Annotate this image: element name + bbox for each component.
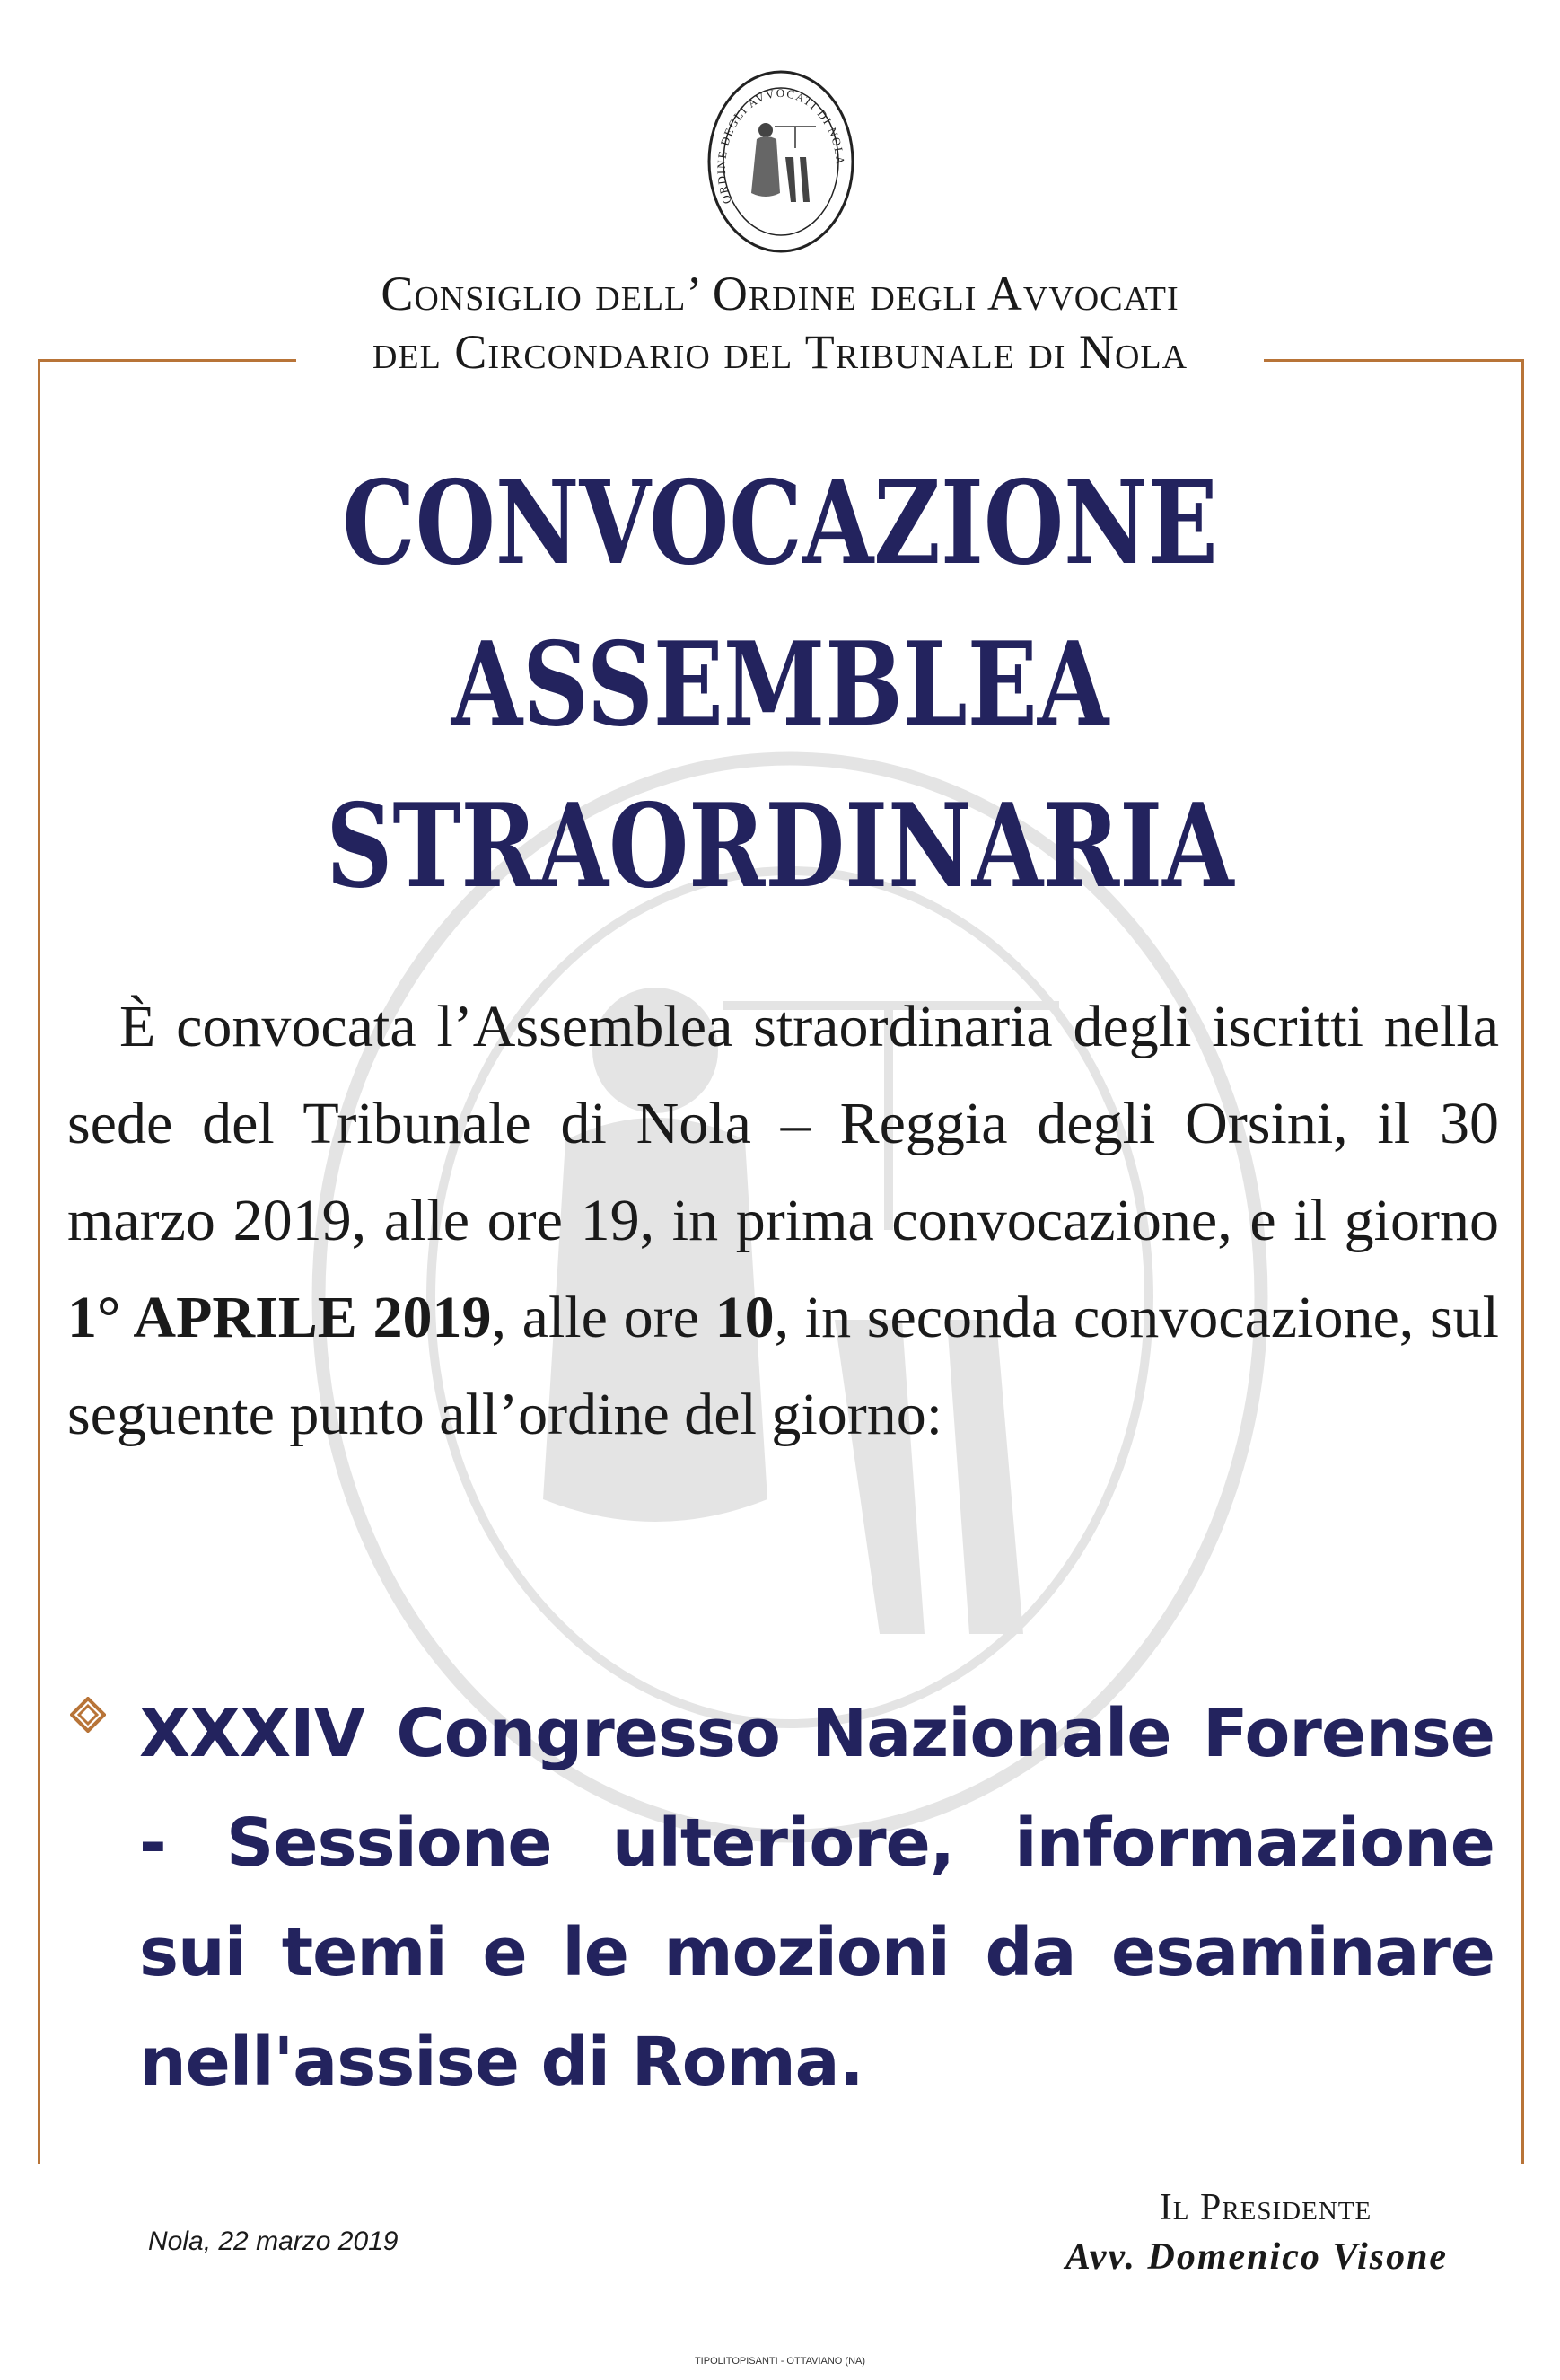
header-line-1: Consiglio dell’ Ordine degli Avvocati <box>381 267 1179 321</box>
bar-council-seal <box>705 67 857 256</box>
seal-legend: ORDINE DEGLI AVVOCATI DI NOLA <box>714 86 848 206</box>
frame-top-right-rule <box>1264 359 1524 362</box>
convocation-text <box>67 979 1499 1463</box>
body-part-3: , in seconda convocazione, sul seguente punto all’ordine del giorno: <box>67 1285 1500 1447</box>
diamond-bullet-icon <box>70 1697 106 1733</box>
second-call-date: 1° APRILE 2019 <box>67 1285 492 1350</box>
frame-right-rule <box>1521 359 1524 2164</box>
header-line-2: del Circondario del Tribunale di Nola <box>372 325 1188 379</box>
second-call-hour: 10 <box>714 1285 775 1350</box>
president-name: Avv. Domenico Visone <box>1065 2236 1449 2278</box>
frame-left-rule <box>38 359 40 2164</box>
body-part-1: È convocata l’Assemblea straordinaria degli iscritti nella sede del Tribunale di Nola – Reggia degli Orsini, il 30 marzo 2019, alle ore 19, in prima convocazione, e il giorno <box>67 994 1499 1253</box>
body-part-2: , alle ore <box>491 1285 715 1350</box>
title-line-1: CONVOCAZIONE <box>342 456 1218 591</box>
title-line-2: ASSEMBLEA <box>451 618 1109 752</box>
frame-top-left-rule <box>38 359 296 362</box>
agenda-item: XXXIV Congresso Nazionale Forense - Sessione ulteriore, informazione sui temi e le mozioni da esaminare nell'assise di Roma. <box>139 1695 1494 2101</box>
printer-credit: TIPOLITOPISANTI - OTTAVIANO (NA) <box>694 2356 866 2367</box>
president-title: Il Presidente <box>1159 2187 1372 2228</box>
title-line-3: STRAORDINARIA <box>326 779 1234 914</box>
place-date: Nola, 22 marzo 2019 <box>148 2226 399 2256</box>
